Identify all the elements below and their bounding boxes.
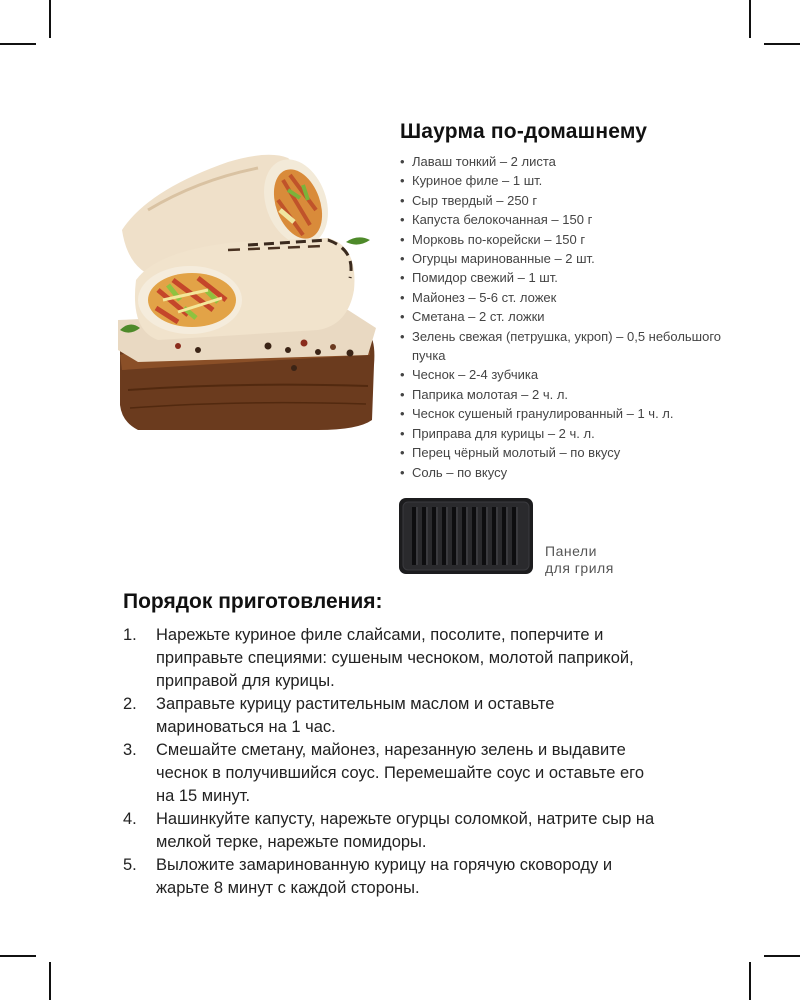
step-item (123, 624, 663, 693)
step-item (123, 693, 663, 739)
step-number: 5. (123, 856, 137, 874)
step-item (123, 808, 663, 854)
shawarma-photo (118, 150, 376, 430)
step-number: 2. (123, 695, 137, 713)
ingredient-item: • Капуста белокочанная – 150 г (400, 210, 740, 229)
ingredient-item: • Огурцы маринованные – 2 шт. (400, 249, 740, 268)
grill-panel-caption (545, 543, 614, 577)
ingredient-item: • Паприка молотая – 2 ч. л. (400, 385, 740, 404)
ingredient-item: • Чеснок сушеный гранулированный – 1 ч. л. (400, 404, 740, 423)
step-text: Нашинкуйте капусту, нарежьте огурцы соломкой, натрите сыр на мелкой терке, нарежьте помидоры. (156, 810, 655, 851)
ingredient-item: • Лаваш тонкий – 2 листа (400, 152, 740, 171)
crop-mark (49, 962, 51, 1000)
crop-mark (0, 43, 36, 45)
recipe-title: Шаурма по-домашнему (400, 120, 648, 143)
crop-mark (0, 955, 36, 957)
ingredient-item: • Соль – по вкусу (400, 463, 740, 482)
preparation-steps (123, 624, 663, 900)
ingredient-item: • Морковь по-корейски – 150 г (400, 230, 740, 249)
ingredient-item: • Помидор свежий – 1 шт. (400, 268, 740, 287)
step-item (123, 854, 663, 900)
step-number: 1. (123, 626, 137, 644)
grill-panel-image (398, 497, 534, 575)
ingredient-item: • Куриное филе – 1 шт. (400, 171, 740, 190)
ingredient-item: • Майонез – 5-6 ст. ложек (400, 288, 740, 307)
step-text: Выложите замаринованную курицу на горячую сковороду и жарьте 8 минут с каждой стороны. (156, 856, 613, 897)
crop-mark (764, 955, 800, 957)
ingredient-item: • Перец чёрный молотый – по вкусу (400, 443, 740, 462)
ingredient-item: • Зелень свежая (петрушка, укроп) – 0,5 небольшого пучка (400, 327, 740, 366)
grill-caption-line: Панели (545, 543, 597, 559)
step-number: 4. (123, 810, 137, 828)
ingredient-item: • Чеснок – 2-4 зубчика (400, 365, 740, 384)
preparation-title: Порядок приготовления: (123, 590, 383, 613)
crop-mark (49, 0, 51, 38)
ingredient-list (400, 152, 740, 482)
grill-caption-line: для гриля (545, 560, 614, 576)
crop-mark (749, 962, 751, 1000)
step-text: Смешайте сметану, майонез, нарезанную зелень и выдавите чеснок в получившийся соус. Перемешайте соус и оставьте его на 15 минут. (156, 741, 645, 805)
crop-mark (764, 43, 800, 45)
step-item (123, 739, 663, 808)
step-text: Заправьте курицу растительным маслом и оставьте мариноваться на 1 час. (156, 695, 555, 736)
step-number: 3. (123, 741, 137, 759)
step-text: Нарежьте куриное филе слайсами, посолите, поперчите и приправьте специями: сушеным чесноком, молотой паприкой, приправой для курицы. (156, 626, 634, 690)
ingredient-item: • Сметана – 2 ст. ложки (400, 307, 740, 326)
ingredient-item: • Сыр твердый – 250 г (400, 191, 740, 210)
crop-mark (749, 0, 751, 38)
ingredient-item: • Приправа для курицы – 2 ч. л. (400, 424, 740, 443)
